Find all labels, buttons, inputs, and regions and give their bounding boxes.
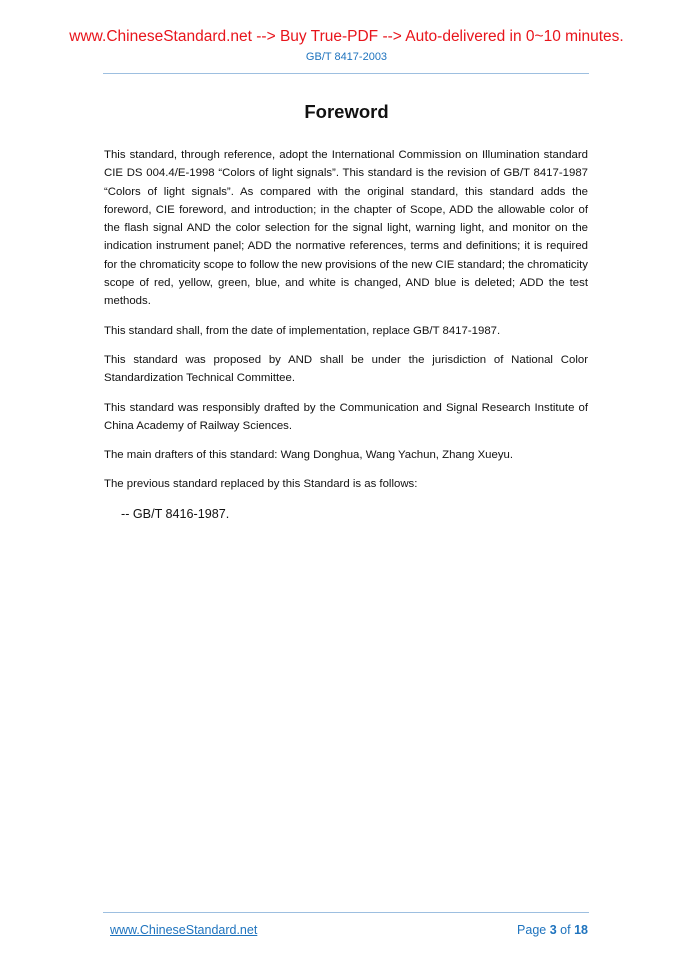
page-number (517, 923, 588, 937)
list-item: -- GB/T 8416-1987. (121, 506, 230, 521)
header-divider (103, 73, 589, 74)
paragraph-drafters: The main drafters of this standard: Wang Donghua, Wang Yachun, Zhang Xueyu. (104, 449, 514, 462)
page-title: Foreword (304, 101, 389, 122)
page-total: 18 (574, 923, 588, 937)
footer-website-link[interactable]: www.ChineseStandard.net (110, 923, 258, 937)
paragraph-drafted-by: This standard was responsibly drafted by the Communication and Signal Research Institute of China Academy of Railway Sciences. (104, 401, 588, 432)
promo-banner-link[interactable]: www.ChineseStandard.net --> Buy True-PDF --> Auto-delivered in 0~10 minutes. (69, 28, 624, 45)
paragraph-previous-standard: The previous standard replaced by this Standard is as follows: (104, 478, 418, 491)
page-of-label: of (560, 923, 571, 937)
page-label: Page (517, 923, 547, 937)
paragraph-proposed-by: This standard was proposed by AND shall be under the jurisdiction of National Color Standardization Technical Committee. (104, 353, 588, 385)
document-code: GB/T 8417-2003 (305, 51, 388, 63)
paragraph-adoption: This standard, through reference, adopt the International Commission on Illumination standard CIE DS 004.4/E-1998 “Colors of light signals”. This standard is the revision of GB/T 8417-1987 “Colors of light signals”. As compared with the original standard, this standard adds the foreword, CIE foreword, and introduction; in the chapter of Scope, ADD the allowable color of the flash signal AND the color selection for the signal light, warning light, and monitor on the indication instrument panel; ADD the normative references, terms and definitions; it is required for the chromaticity scope to follow the new provisions of the new CIE standard; the chromaticity scope of red, yellow, green, blue, and white is changed, AND blue is deleted; ADD the test methods. (104, 149, 588, 308)
page-current: 3 (549, 923, 557, 937)
paragraph-replacement: This standard shall, from the date of implementation, replace GB/T 8417-1987. (104, 324, 501, 337)
foreword-body (104, 146, 588, 534)
footer-divider (103, 912, 589, 913)
